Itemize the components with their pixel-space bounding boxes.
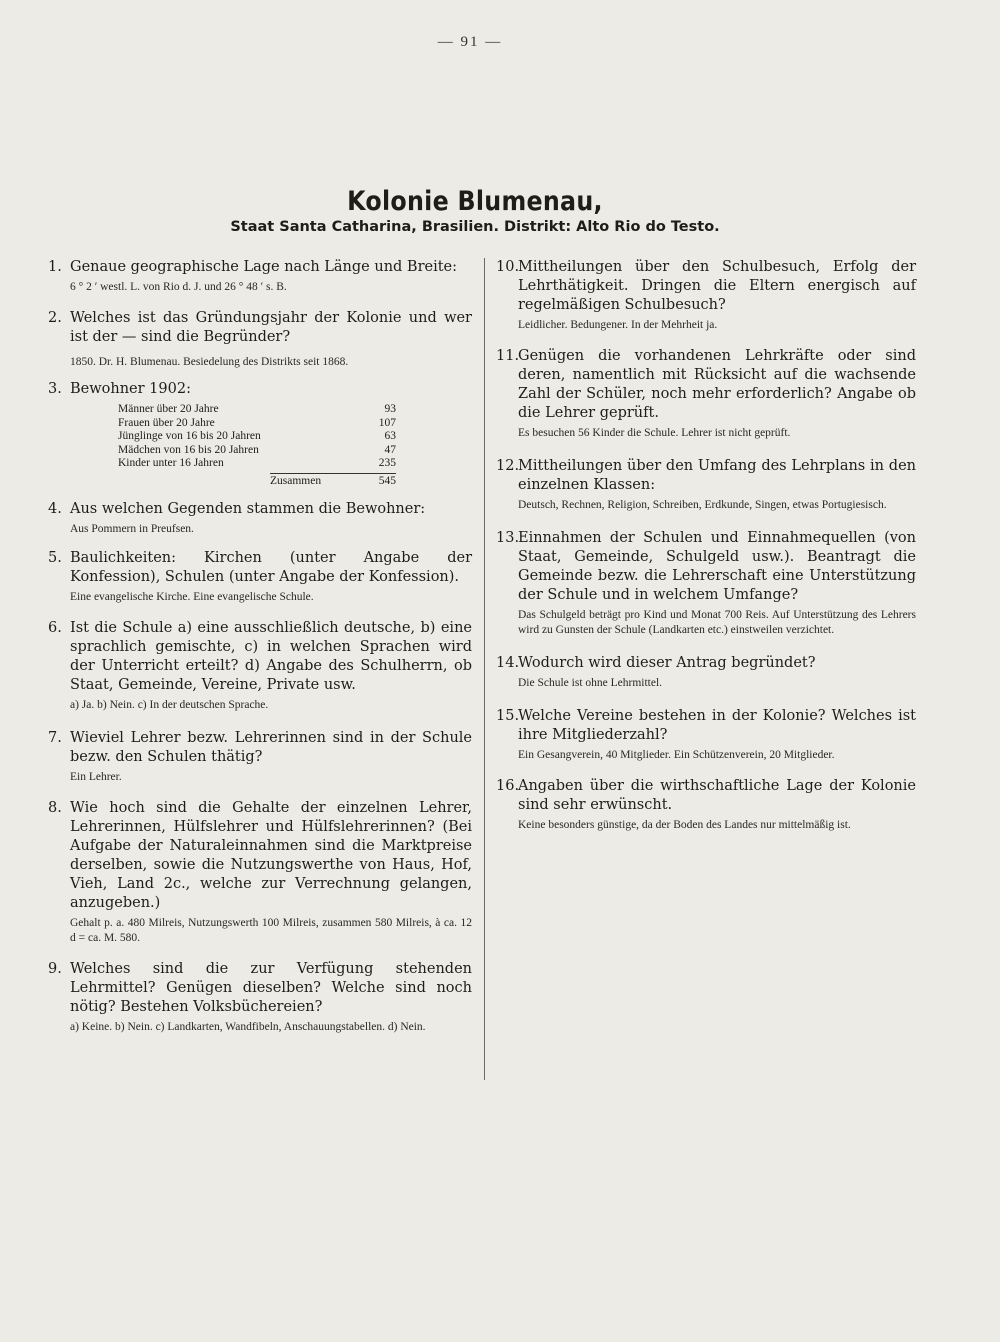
page-number: — 91 — <box>437 34 503 50</box>
left-column <box>48 258 472 1044</box>
answer-text: a) Keine. b) Nein. c) Landkarten, Wandfibeln, Anschauungstabellen. d) Nein. <box>70 1021 426 1033</box>
population-row <box>118 403 396 417</box>
question-number: 3. <box>48 381 62 397</box>
population-label: Männer über 20 Jahre <box>118 403 219 415</box>
right-column <box>496 258 916 842</box>
question-number: 16. <box>496 778 520 794</box>
question-text: Wodurch wird dieser Antrag begründet? <box>518 655 816 671</box>
question-6 <box>48 619 472 713</box>
column-divider <box>484 258 485 1080</box>
question-12 <box>496 457 916 513</box>
question-text: Genügen die vorhandenen Lehrkräfte oder sind deren, namentlich mit Rücksicht auf die wachsende Zahl der Schüler, noch mehr erforderlich? Angabe ob die Lehrer geprüft. <box>518 348 916 421</box>
question-text: Bewohner 1902: <box>70 381 191 397</box>
question-text: Baulichkeiten: Kirchen (unter Angabe der Konfession), Schulen (unter Angabe der Konfession). <box>70 550 472 585</box>
question-8 <box>48 799 472 946</box>
answer-text: Es besuchen 56 Kinder die Schule. Lehrer ist nicht geprüft. <box>518 427 791 439</box>
question-number: 12. <box>496 458 520 474</box>
question-16 <box>496 777 916 833</box>
population-value: 93 <box>384 403 396 415</box>
question-number: 10. <box>496 259 520 275</box>
question-14 <box>496 654 916 691</box>
question-text: Welche Vereine bestehen in der Kolonie? Welches ist ihre Mitgliederzahl? <box>518 708 916 743</box>
question-10 <box>496 258 916 333</box>
question-9 <box>48 960 472 1035</box>
population-total-value: 545 <box>378 474 396 487</box>
question-number: 15. <box>496 708 520 724</box>
population-value: 107 <box>378 416 396 429</box>
question-5 <box>48 549 472 605</box>
question-text: Wieviel Lehrer bezw. Lehrerinnen sind in der Schule bezw. den Schulen thätig? <box>70 730 472 765</box>
population-table <box>118 403 396 488</box>
answer-text: Aus Pommern in Preufsen. <box>70 523 194 535</box>
answer-text: Deutsch, Rechnen, Religion, Schreiben, Erdkunde, Singen, etwas Portugiesisch. <box>518 499 887 511</box>
question-1 <box>48 258 472 295</box>
population-label: Jünglinge von 16 bis 20 Jahren <box>118 430 261 442</box>
question-number: 6. <box>48 620 62 636</box>
answer-text: 6 ° 2 ′ westl. L. von Rio d. J. und 26 ° 48 ′ s. B. <box>70 281 287 293</box>
population-row <box>118 417 396 431</box>
question-text: Welches ist das Gründungsjahr der Kolonie und wer ist der — sind die Begründer? <box>70 310 472 345</box>
question-number: 14. <box>496 655 520 671</box>
answer-text: Gehalt p. a. 480 Milreis, Nutzungswerth 100 Milreis, zusammen 580 Milreis, à ca. 12 d = ca. M. 580. <box>70 917 472 944</box>
question-text: Ist die Schule a) eine ausschließlich deutsche, b) eine sprachlich gemischte, c) in welchen Sprachen wird der Unterricht erteilt? d) Angabe des Schulherrn, ob Staat, Gemeinde, Vereine, Private usw. <box>70 620 472 693</box>
answer-text: a) Ja. b) Nein. c) In der deutschen Sprache. <box>70 699 269 711</box>
question-number: 2. <box>48 310 62 326</box>
question-text: Mittheilungen über den Schulbesuch, Erfolg der Lehrthätigkeit. Dringen die Eltern energisch auf regelmäßigen Schulbesuch? <box>518 259 916 313</box>
answer-text: Ein Gesangverein, 40 Mitglieder. Ein Schützenverein, 20 Mitglieder. <box>518 749 835 761</box>
population-row <box>118 430 396 444</box>
population-row <box>118 457 396 471</box>
page-title: Kolonie Blumenau, <box>347 186 603 217</box>
question-number: 5. <box>48 550 62 566</box>
population-label: Mädchen von 16 bis 20 Jahren <box>118 443 259 456</box>
answer-text: Die Schule ist ohne Lehrmittel. <box>518 677 663 689</box>
question-number: 8. <box>48 800 62 816</box>
population-label: Frauen über 20 Jahre <box>118 416 215 429</box>
question-number: 1. <box>48 259 62 275</box>
page-subtitle: Staat Santa Catharina, Brasilien. Distrikt: Alto Rio do Testo. <box>230 219 720 235</box>
question-number: 7. <box>48 730 62 746</box>
question-number: 4. <box>48 501 62 517</box>
question-3 <box>48 380 472 488</box>
answer-text: Ein Lehrer. <box>70 771 122 783</box>
population-value: 63 <box>384 430 396 442</box>
question-text: Aus welchen Gegenden stammen die Bewohner: <box>70 501 426 517</box>
answer-text: Keine besonders günstige, da der Boden des Landes nur mittelmäßig ist. <box>518 819 851 831</box>
question-11 <box>496 347 916 441</box>
answer-text: Das Schulgeld beträgt pro Kind und Monat 700 Reis. Auf Unterstützung des Lehrers wird zu Gunsten der Schule (Landkarten etc.) einstweilen verzichtet. <box>518 609 916 636</box>
question-15 <box>496 707 916 763</box>
question-text: Wie hoch sind die Gehalte der einzelnen Lehrer, Lehrerinnen, Hülfslehrer und Hülfslehrerinnen? (Bei Aufgabe der Naturaleinnahmen sind die Marktpreise derselben, sowie die Nutzungswerthe von Haus, Hof, Vieh, Land 2c., welche zur Verrechnung gelangen, anzugeben.) <box>70 800 472 911</box>
question-text: Genaue geographische Lage nach Länge und Breite: <box>70 259 458 275</box>
question-number: 11. <box>496 348 520 364</box>
question-number: 13. <box>496 530 520 546</box>
population-label: Kinder unter 16 Jahren <box>118 457 224 469</box>
question-13 <box>496 529 916 638</box>
question-2 <box>48 309 472 370</box>
question-text: Einnahmen der Schulen und Einnahmequellen (von Staat, Gemeinde, Schulgeld usw.). Beantragt die Gemeinde bezw. die Lehrerschaft eine Unterstützung der Schule und in welchem Umfange? <box>518 530 916 603</box>
population-value: 235 <box>378 457 396 469</box>
population-total <box>270 473 396 489</box>
question-text: Welches sind die zur Verfügung stehenden Lehrmittel? Genügen dieselben? Welche sind noch nötig? Bestehen Volksbüchereien? <box>70 961 472 1015</box>
answer-text: Eine evangelische Kirche. Eine evangelische Schule. <box>70 591 314 603</box>
question-7 <box>48 729 472 785</box>
answer-text: 1850. Dr. H. Blumenau. Besiedelung des Distrikts seit 1868. <box>70 356 349 368</box>
population-value: 47 <box>384 443 396 456</box>
question-number: 9. <box>48 961 62 977</box>
question-4 <box>48 500 472 537</box>
population-row <box>118 444 396 458</box>
question-text: Mittheilungen über den Umfang des Lehrplans in den einzelnen Klassen: <box>518 458 916 493</box>
population-total-label: Zusammen <box>270 474 322 487</box>
answer-text: Leidlicher. Bedungener. In der Mehrheit ja. <box>518 319 718 331</box>
question-text: Angaben über die wirthschaftliche Lage der Kolonie sind sehr erwünscht. <box>518 778 916 813</box>
